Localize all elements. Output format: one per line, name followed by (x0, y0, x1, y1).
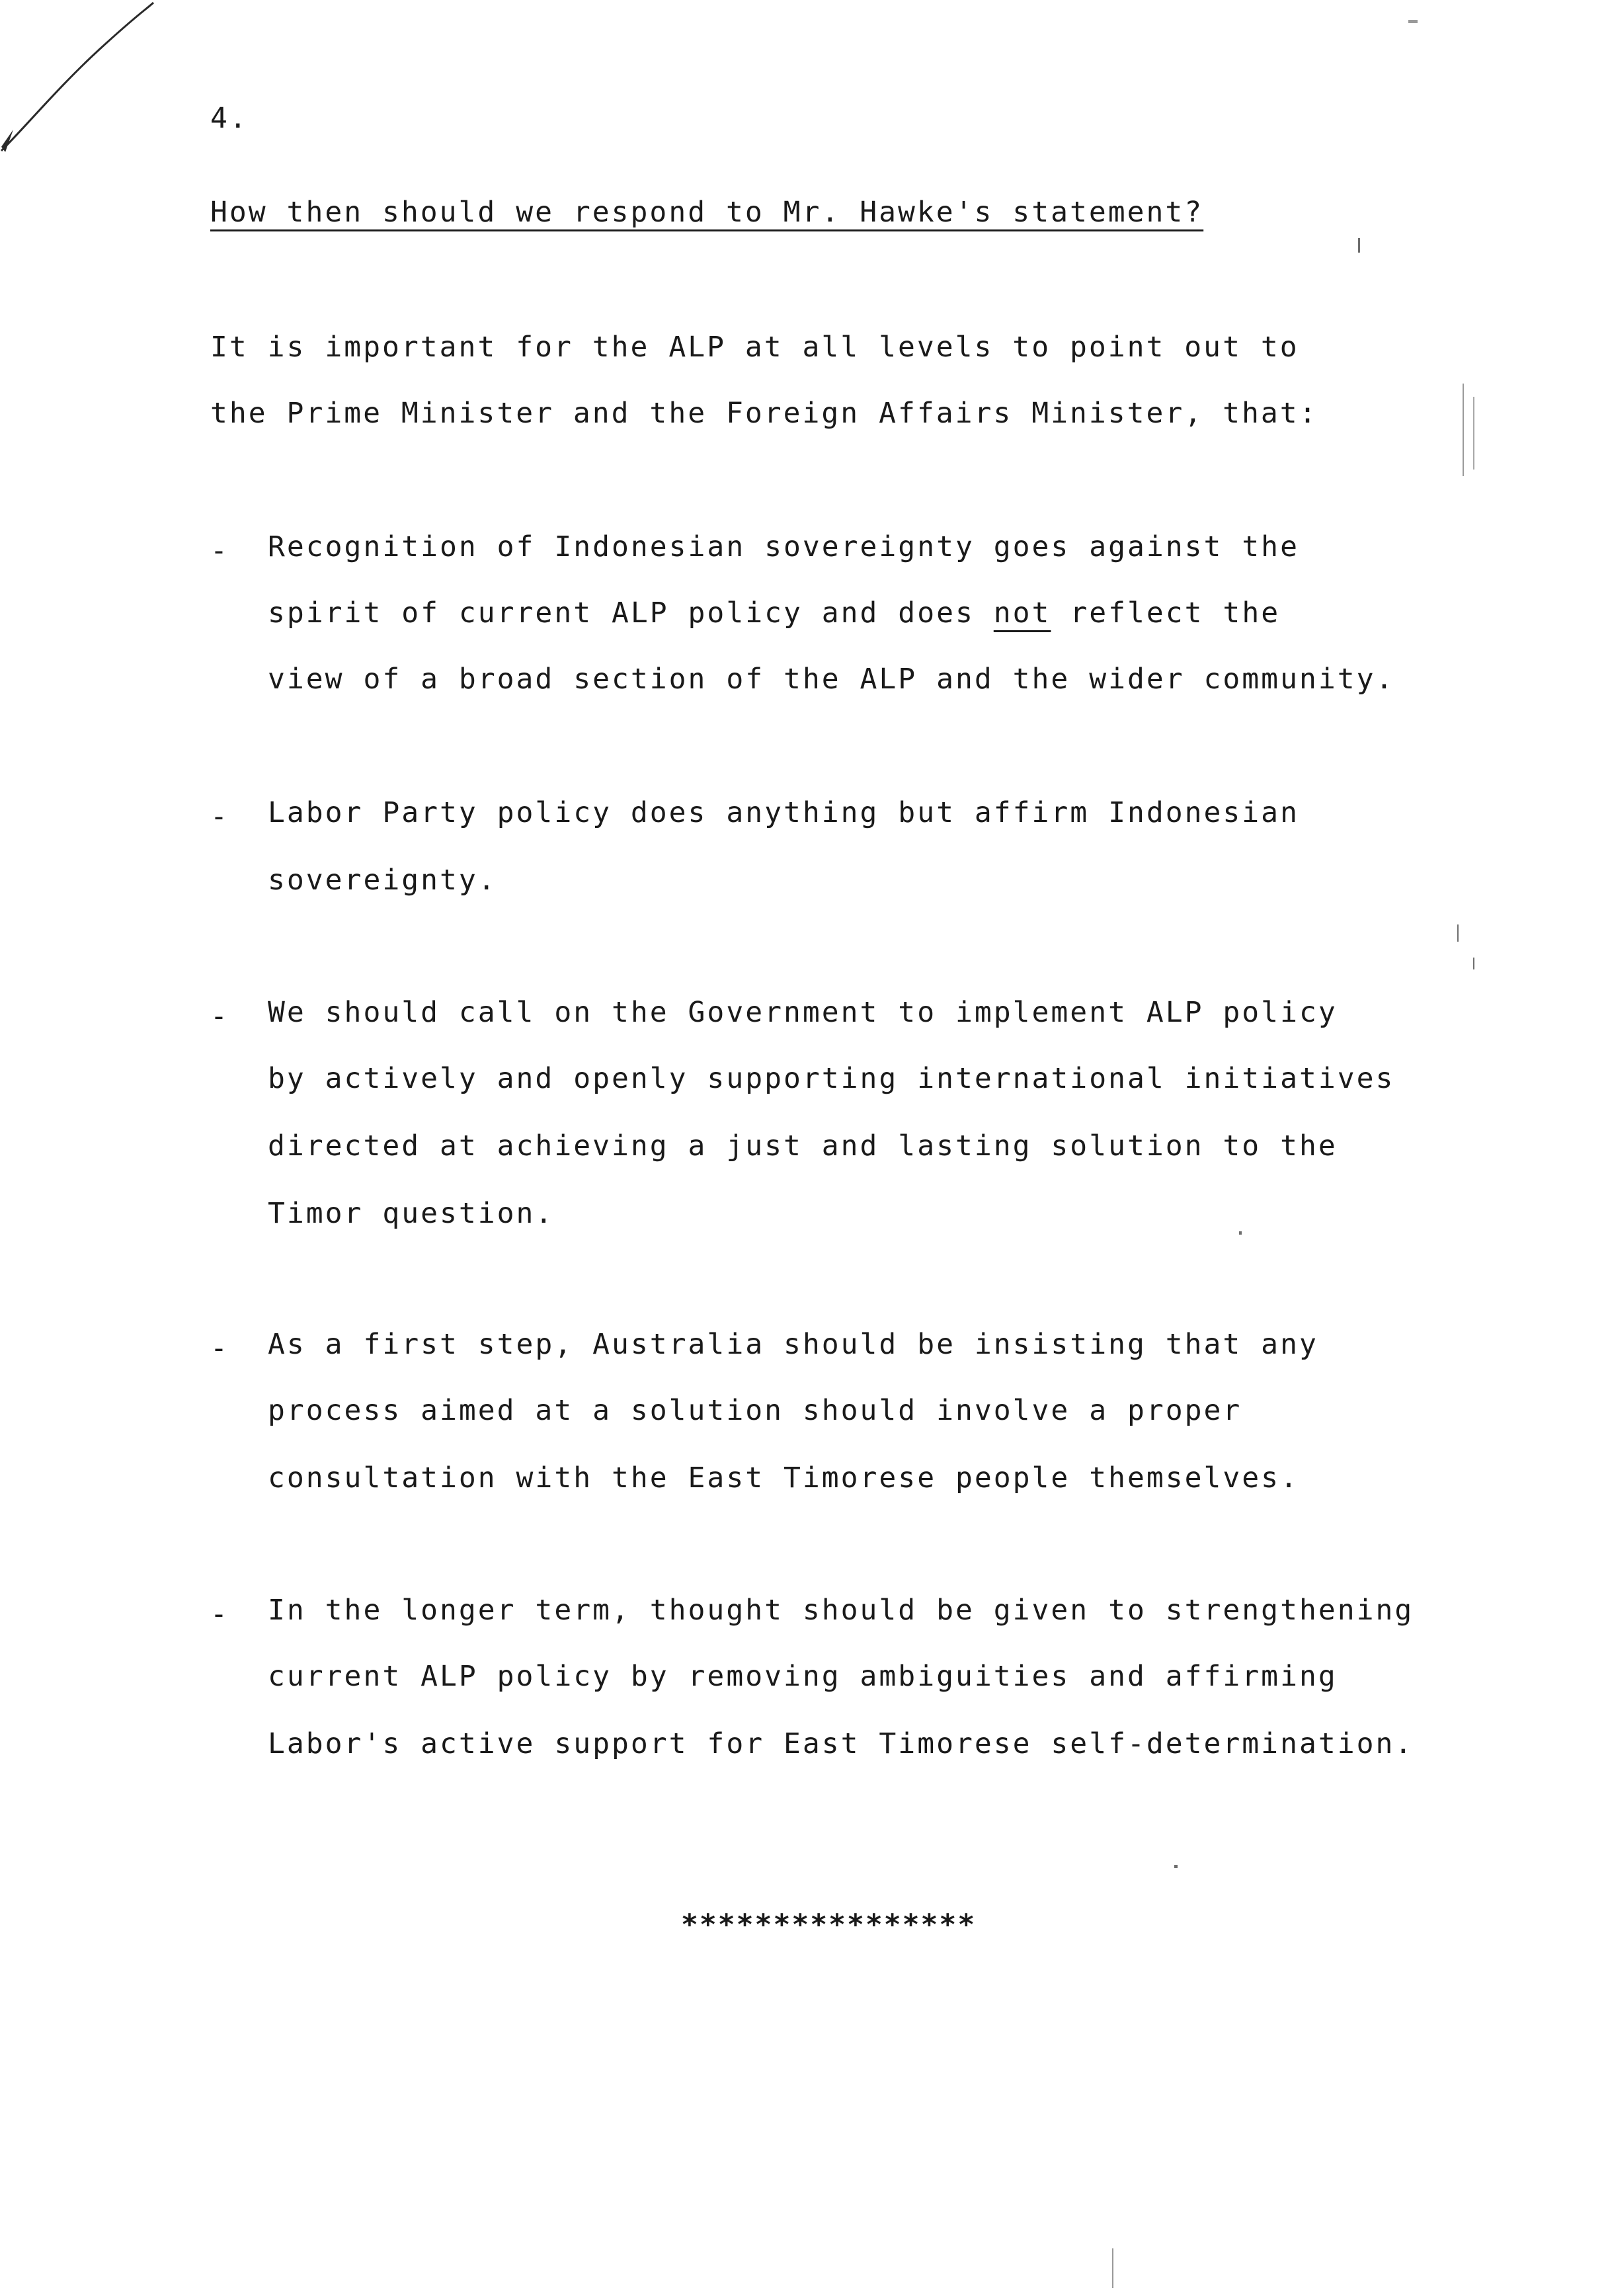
point-3-line-2: by actively and openly supporting international initiatives (268, 1062, 1395, 1095)
point-4-line-1: As a first step, Australia should be insisting that any (268, 1328, 1318, 1361)
intro-line-1: It is important for the ALP at all levels to point out to (210, 331, 1299, 364)
point-1-line-1: Recognition of Indonesian sovereignty goes against the (268, 530, 1299, 563)
point-1-line-2 (268, 596, 1281, 630)
bullet-dash-3: - (210, 1000, 229, 1033)
scan-speck (1463, 384, 1464, 476)
closing-asterisk-rule: **************** (681, 1908, 977, 1942)
point-4-line-3: consultation with the East Timorese people themselves. (268, 1461, 1299, 1495)
point-3-line-1: We should call on the Government to implement ALP policy (268, 996, 1338, 1029)
point-1-line-2-text: spirit of current ALP policy and does (268, 596, 994, 630)
intro-line-2: the Prime Minister and the Foreign Affairs Minister, that: (210, 397, 1318, 430)
scan-speck (1457, 924, 1459, 942)
page-number: 4. (210, 102, 249, 135)
point-5-line-2: current ALP policy by removing ambiguities and affirming (268, 1660, 1338, 1693)
scan-speck (1473, 397, 1474, 470)
point-3-line-3: directed at achieving a just and lasting solution to the (268, 1129, 1338, 1163)
point-1-emphasis: not (993, 596, 1051, 630)
bullet-dash-4: - (210, 1332, 229, 1365)
point-1-line-3: view of a broad section of the ALP and the wider community. (268, 663, 1395, 696)
point-5-line-3: Labor's active support for East Timorese self-determination. (268, 1727, 1414, 1760)
point-2-line-1: Labor Party policy does anything but affirm Indonesian (268, 796, 1299, 829)
point-2-line-2: sovereignty. (268, 864, 497, 897)
scan-speck (1174, 1865, 1178, 1868)
bullet-dash-2: - (210, 800, 229, 833)
scan-speck (1358, 238, 1360, 253)
point-1-line-2-tail: reflect the (1051, 596, 1281, 630)
point-5-line-1: In the longer term, thought should be given to strengthening (268, 1594, 1414, 1627)
scan-speck (1473, 958, 1474, 969)
pen-stroke-mark (0, 0, 172, 159)
bullet-dash-5: - (210, 1598, 229, 1631)
section-heading: How then should we respond to Mr. Hawke's statement? (210, 196, 1204, 229)
point-3-line-4: Timor question. (268, 1197, 555, 1230)
point-4-line-2: process aimed at a solution should involve a proper (268, 1394, 1242, 1427)
scan-speck (1408, 20, 1418, 23)
scan-speck (1112, 2248, 1113, 2288)
scan-speck (1239, 1231, 1242, 1235)
bullet-dash-1: - (210, 534, 229, 567)
